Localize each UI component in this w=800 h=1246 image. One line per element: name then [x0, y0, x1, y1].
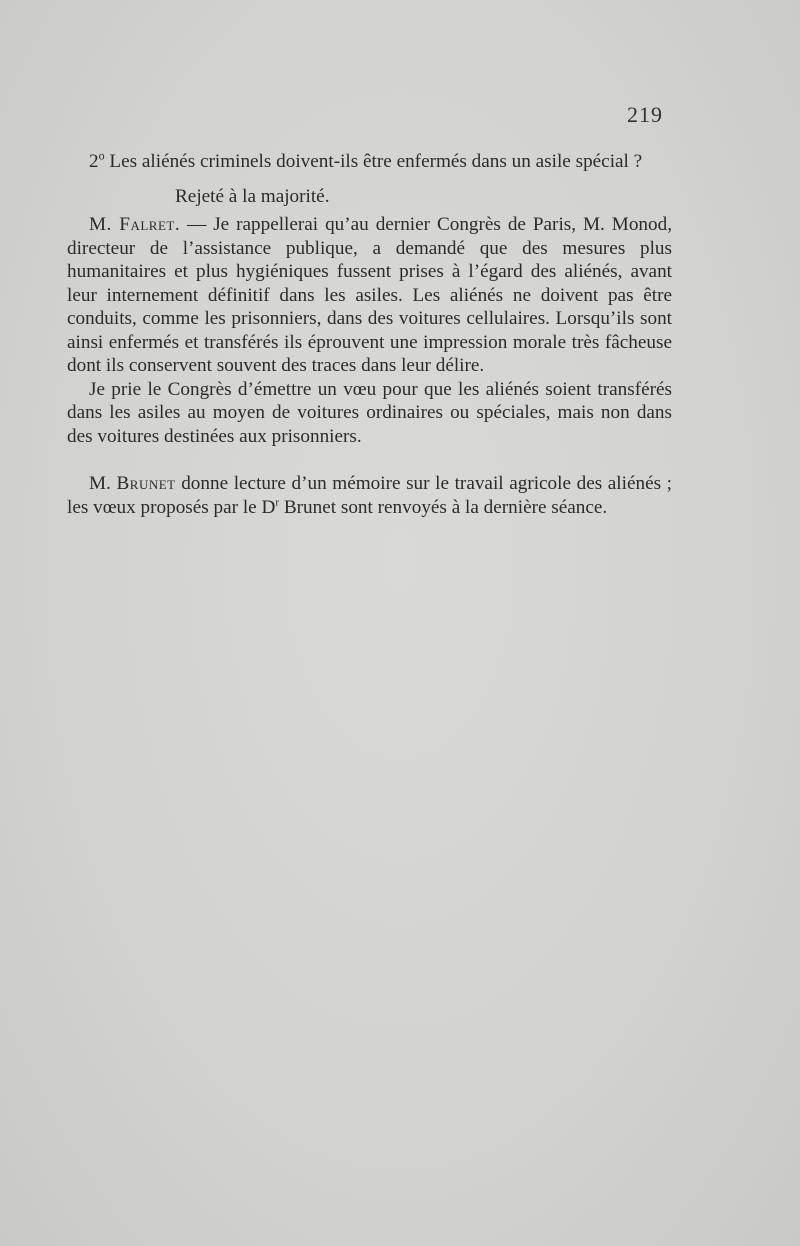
- paragraph-voeu: Je prie le Congrès d’émettre un vœu pour que les aliénés soient transférés dans les asiles au moyen de voitures ordinaires ou spéciales, mais non dans des voitures destinées aux prisonniers.: [67, 378, 672, 447]
- question-number: 2: [89, 151, 99, 172]
- page-number: 219: [627, 102, 663, 127]
- speaker-falret: M. Falret.: [89, 214, 181, 235]
- paragraph-falret: [67, 213, 672, 378]
- falret-text: Je rappellerai qu’au dernier Congrès de Paris, M. Monod, directeur de l’assistance publique, a demandé que des mesures plus humanitaires et plus hygiéniques fussent prises à l’égard des aliénés, avant leur internement définitif dans les asiles. Les aliénés ne doivent pas être conduits, comme les prisonniers, dans des voitures cellulaires. Lorsqu’ils sont ainsi enfermés et transférés ils éprouvent une impression morale très fâcheuse dont ils conservent souvent des traces dans leur délire.: [67, 214, 672, 376]
- brunet-text-after: Brunet sont renvoyés à la dernière séance.: [279, 496, 608, 518]
- paragraph-gap: [67, 448, 672, 472]
- question-ordinal-mark: o: [98, 148, 105, 163]
- question-text: Les aliénés criminels doivent-ils être enfermés dans un asile spécial ?: [109, 151, 643, 172]
- dash: —: [180, 214, 214, 235]
- doctor-superscript: r: [275, 496, 280, 509]
- brunet-text-before: donne lecture d’un mémoire sur le travail agricole des aliénés ; les vœux proposés par le D: [67, 473, 672, 518]
- paragraph-question-2: [67, 150, 672, 174]
- vote-result: Rejeté à la majorité.: [175, 185, 330, 207]
- paragraph-brunet: [67, 472, 672, 519]
- page-body: [67, 150, 672, 519]
- speaker-brunet: Brunet: [116, 473, 176, 494]
- brunet-prefix: M.: [89, 473, 117, 494]
